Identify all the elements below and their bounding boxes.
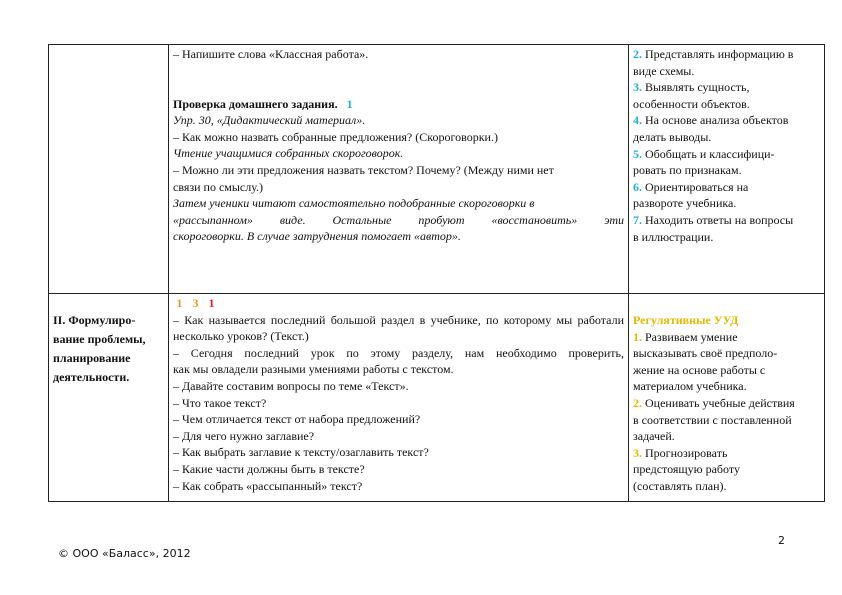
stage-title-line: II. Формулиро- <box>53 313 136 327</box>
question-text: связи по смыслу.) <box>173 179 264 194</box>
skill-text: Представлять информацию в <box>645 47 794 61</box>
stage-title <box>53 311 164 387</box>
stage-title-line: вание проблемы, <box>53 332 146 346</box>
skill-text: Находить ответы на вопросы <box>645 212 794 227</box>
marker: 3 <box>192 296 199 310</box>
activity-note <box>173 195 624 212</box>
skill-number: 4. <box>633 113 642 128</box>
page-number: 2 <box>778 534 785 547</box>
skill-text: Развиваем умение <box>645 329 738 344</box>
skill-text: Ориентироваться на <box>645 179 749 194</box>
skill-number: 1. <box>633 329 642 344</box>
skill-text: в соответствии с поставленной <box>633 412 792 427</box>
skill-text: Прогнозировать <box>645 445 728 460</box>
skill-number: 3. <box>633 80 642 95</box>
skill-item <box>633 179 820 212</box>
skill-number: 2. <box>633 47 642 61</box>
note-line: скороговорки. В случае затруднения помогает «автор». <box>173 229 461 244</box>
question-text: – Как выбрать заглавие к тексту/озаглавить текст? <box>173 445 429 460</box>
question-text: – Чем отличается текст от набора предложений? <box>173 412 421 427</box>
note-line-wide <box>173 212 624 229</box>
skills-cell <box>629 45 825 294</box>
skill-item <box>633 445 820 495</box>
skill-number: 2. <box>633 395 642 410</box>
stage-title-line: планирование <box>53 351 131 365</box>
skill-text: предстоящую работу <box>633 462 740 477</box>
skill-number: 7. <box>633 212 642 227</box>
skill-text: в иллюстрации. <box>633 229 714 244</box>
skill-text: Оценивать учебные действия <box>645 395 795 410</box>
skill-text: делать выводы. <box>633 129 712 144</box>
skill-item <box>633 395 820 445</box>
table-row <box>49 294 825 502</box>
skill-text: виде схемы. <box>633 63 695 78</box>
skills-cell <box>629 294 825 502</box>
question-text: – Сегодня последний урок по этому разделу, нам необходимо проверить, <box>173 345 624 360</box>
lesson-plan-table <box>48 44 825 502</box>
homework-heading <box>173 96 624 113</box>
stage-cell <box>49 294 169 502</box>
marker: 1 <box>176 296 183 310</box>
question-text: несколько уроков? (Текст.) <box>173 329 309 344</box>
marker: 1 <box>208 296 215 310</box>
skill-text: ровать по признакам. <box>633 163 742 178</box>
question-text: – Как называется последний большой раздел в учебнике, по которому мы работали <box>173 312 624 327</box>
skill-text: Выявлять сущность, <box>645 80 750 95</box>
question-text: – Какие части должны быть в тексте? <box>173 461 365 476</box>
question-text: – Давайте составим вопросы по теме «Текст». <box>173 378 409 393</box>
skill-number: 3. <box>633 445 642 460</box>
exercise-ref: Упр. 30, «Дидактический материал». <box>173 113 366 128</box>
instruction-text: – Напишите слова «Классная работа». <box>173 47 369 61</box>
skill-number: 6. <box>633 179 642 194</box>
table-row <box>49 45 825 294</box>
skill-text: развороте учебника. <box>633 196 737 211</box>
stage-title-line: деятельности. <box>53 370 130 384</box>
uud-heading: Регулятивные УУД <box>633 313 739 327</box>
question-text: – Для чего нужно заглавие? <box>173 428 315 443</box>
blank-space <box>173 63 624 96</box>
copyright-footer: © ООО «Баласс», 2012 <box>58 547 191 560</box>
question-text: – Что такое текст? <box>173 395 267 410</box>
skill-item <box>633 112 820 145</box>
note-line: Затем ученики читают самостоятельно подобранные скороговорки в <box>173 196 535 211</box>
skill-text: особенности объектов. <box>633 96 750 111</box>
question-text: – Как можно назвать собранные предложения? (Скороговорки.) <box>173 129 498 144</box>
skill-text: (составлять план). <box>633 478 727 493</box>
skill-item <box>633 329 820 395</box>
question-text: как мы овладели разными умениями работы с текстом. <box>173 362 454 377</box>
skill-text: На основе анализа объектов <box>645 113 789 128</box>
skill-number: 5. <box>633 146 642 161</box>
teacher-activity-cell <box>169 45 629 294</box>
skill-text: высказывать своё предполо- <box>633 346 778 361</box>
skill-text: жение на основе работы с <box>633 362 766 377</box>
skill-item <box>633 46 820 79</box>
teacher-activity-cell <box>169 294 629 502</box>
skill-text: задачей. <box>633 429 675 444</box>
question-text: – Можно ли эти предложения назвать текстом? Почему? (Между ними нет <box>173 162 554 177</box>
skill-item <box>633 212 820 245</box>
homework-marker: 1 <box>346 96 353 111</box>
reading-note: Чтение учащимися собранных скороговорок. <box>173 146 404 161</box>
note-line: «рассыпанном» виде. Остальные пробуют «восстановить» эти <box>173 212 624 227</box>
skill-text: Обобщать и классифици- <box>645 146 775 161</box>
skill-item <box>633 146 820 179</box>
activity-markers <box>173 295 624 312</box>
stage-cell <box>49 45 169 294</box>
skill-text: материалом учебника. <box>633 379 747 394</box>
question-text: – Как собрать «рассыпанный» текст? <box>173 478 363 493</box>
homework-title: Проверка домашнего задания. <box>173 96 338 111</box>
skill-item <box>633 79 820 112</box>
